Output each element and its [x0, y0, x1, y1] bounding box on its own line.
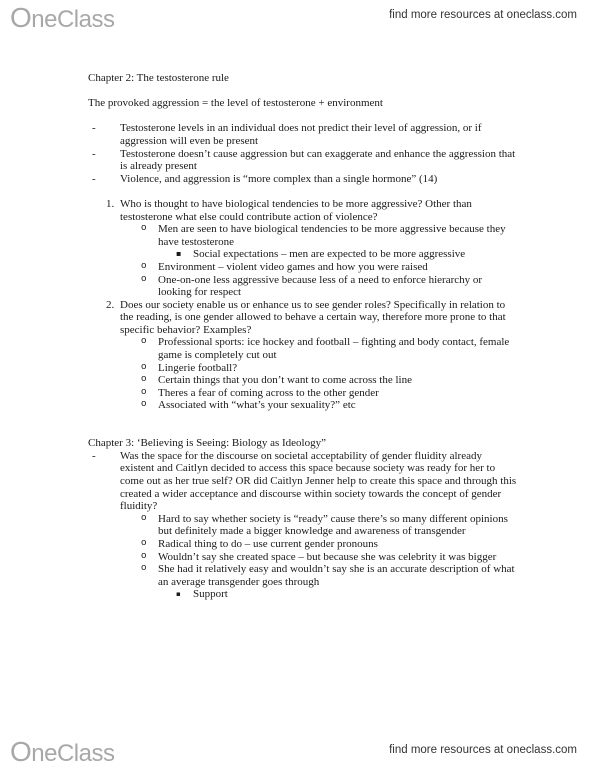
bullet-item: - Testosterone doesn’t cause aggression but can exaggerate and enhance the aggression that is already present	[92, 147, 516, 173]
sub-answer-item: ▪ Social expectations – men are expected to be more aggressive	[176, 248, 466, 261]
answer-item: o Environment – violent video games and how you were raised	[141, 260, 428, 273]
footer-tagline[interactable]: find more resources at oneclass.com	[389, 744, 577, 756]
header-tagline[interactable]: find more resources at oneclass.com	[389, 9, 577, 21]
formula-line: The provoked aggression = the level of testosterone + environment	[88, 97, 383, 110]
answer-item: o Certain things that you don’t want to come across the line	[141, 374, 412, 387]
answer-item: o One-on-one less aggressive because less of a need to enforce hierarchy or looking for respect	[141, 273, 483, 299]
answer-item: o Associated with “what’s your sexuality?” etc	[141, 399, 356, 412]
answer-item: o Theres a fear of coming across to the other gender	[141, 386, 379, 399]
answer-item: o She had it relatively easy and wouldn’t say she is an accurate description of what an average transgender goes through	[141, 563, 515, 588]
question-1: 1. Who is thought to have biological tendencies to be more aggressive? Other than testosterone what else could contribute action of violence?	[106, 197, 472, 223]
oneclass-logo[interactable]: OneClass	[10, 2, 115, 33]
answer-item: o Professional sports: ice hockey and football – fighting and body contact, female game is completely cut out	[141, 336, 510, 362]
page-header	[0, 0, 595, 34]
document-body	[88, 72, 518, 601]
answer-item: o Lingerie football?	[141, 361, 238, 374]
bullet-item: - Testosterone levels in an individual does not predict their level of aggression, or if aggression will even be present	[92, 122, 482, 147]
answer-item: o Wouldn’t say she created space – but because she was celebrity it was bigger	[141, 550, 497, 563]
question-2: 2. Does our society enable us or enhance us to see gender roles? Specifically in relation to the reading, is one gender allowed to behave a certain way, therefore more prone to that specific behavior? Examples?	[106, 298, 506, 336]
answer-item: o Radical thing to do – use current gender pronouns	[141, 537, 378, 550]
chapter-3-question: - Was the space for the discourse on societal acceptability of gender fluidity already existent and Caitlyn decided to access this space because society was ready for her to come out as her true self? OR did Caitlyn Jenner help to create this space and through this created a wider acceptance and discourse within society towards the concept of gender fluidity?	[92, 449, 517, 513]
answer-item: o Hard to say whether society is “ready” cause there’s so many different opinions but definitely made a bigger knowledge and awareness of transgender	[141, 512, 508, 538]
chapter-3-title: Chapter 3: ‘Believing is Seeing: Biology as Ideology”	[88, 437, 326, 450]
bullet-item: - Violence, and aggression is “more complex than a single hormone” (14)	[92, 172, 438, 185]
answer-item: o Men are seen to have biological tendencies to be more aggressive because they have testosterone	[141, 223, 506, 248]
chapter-2-title: Chapter 2: The testosterone rule	[88, 72, 229, 84]
oneclass-logo[interactable]: OneClass	[10, 736, 115, 767]
page-footer	[0, 736, 595, 770]
sub-answer-item: ▪ Support	[176, 588, 228, 601]
